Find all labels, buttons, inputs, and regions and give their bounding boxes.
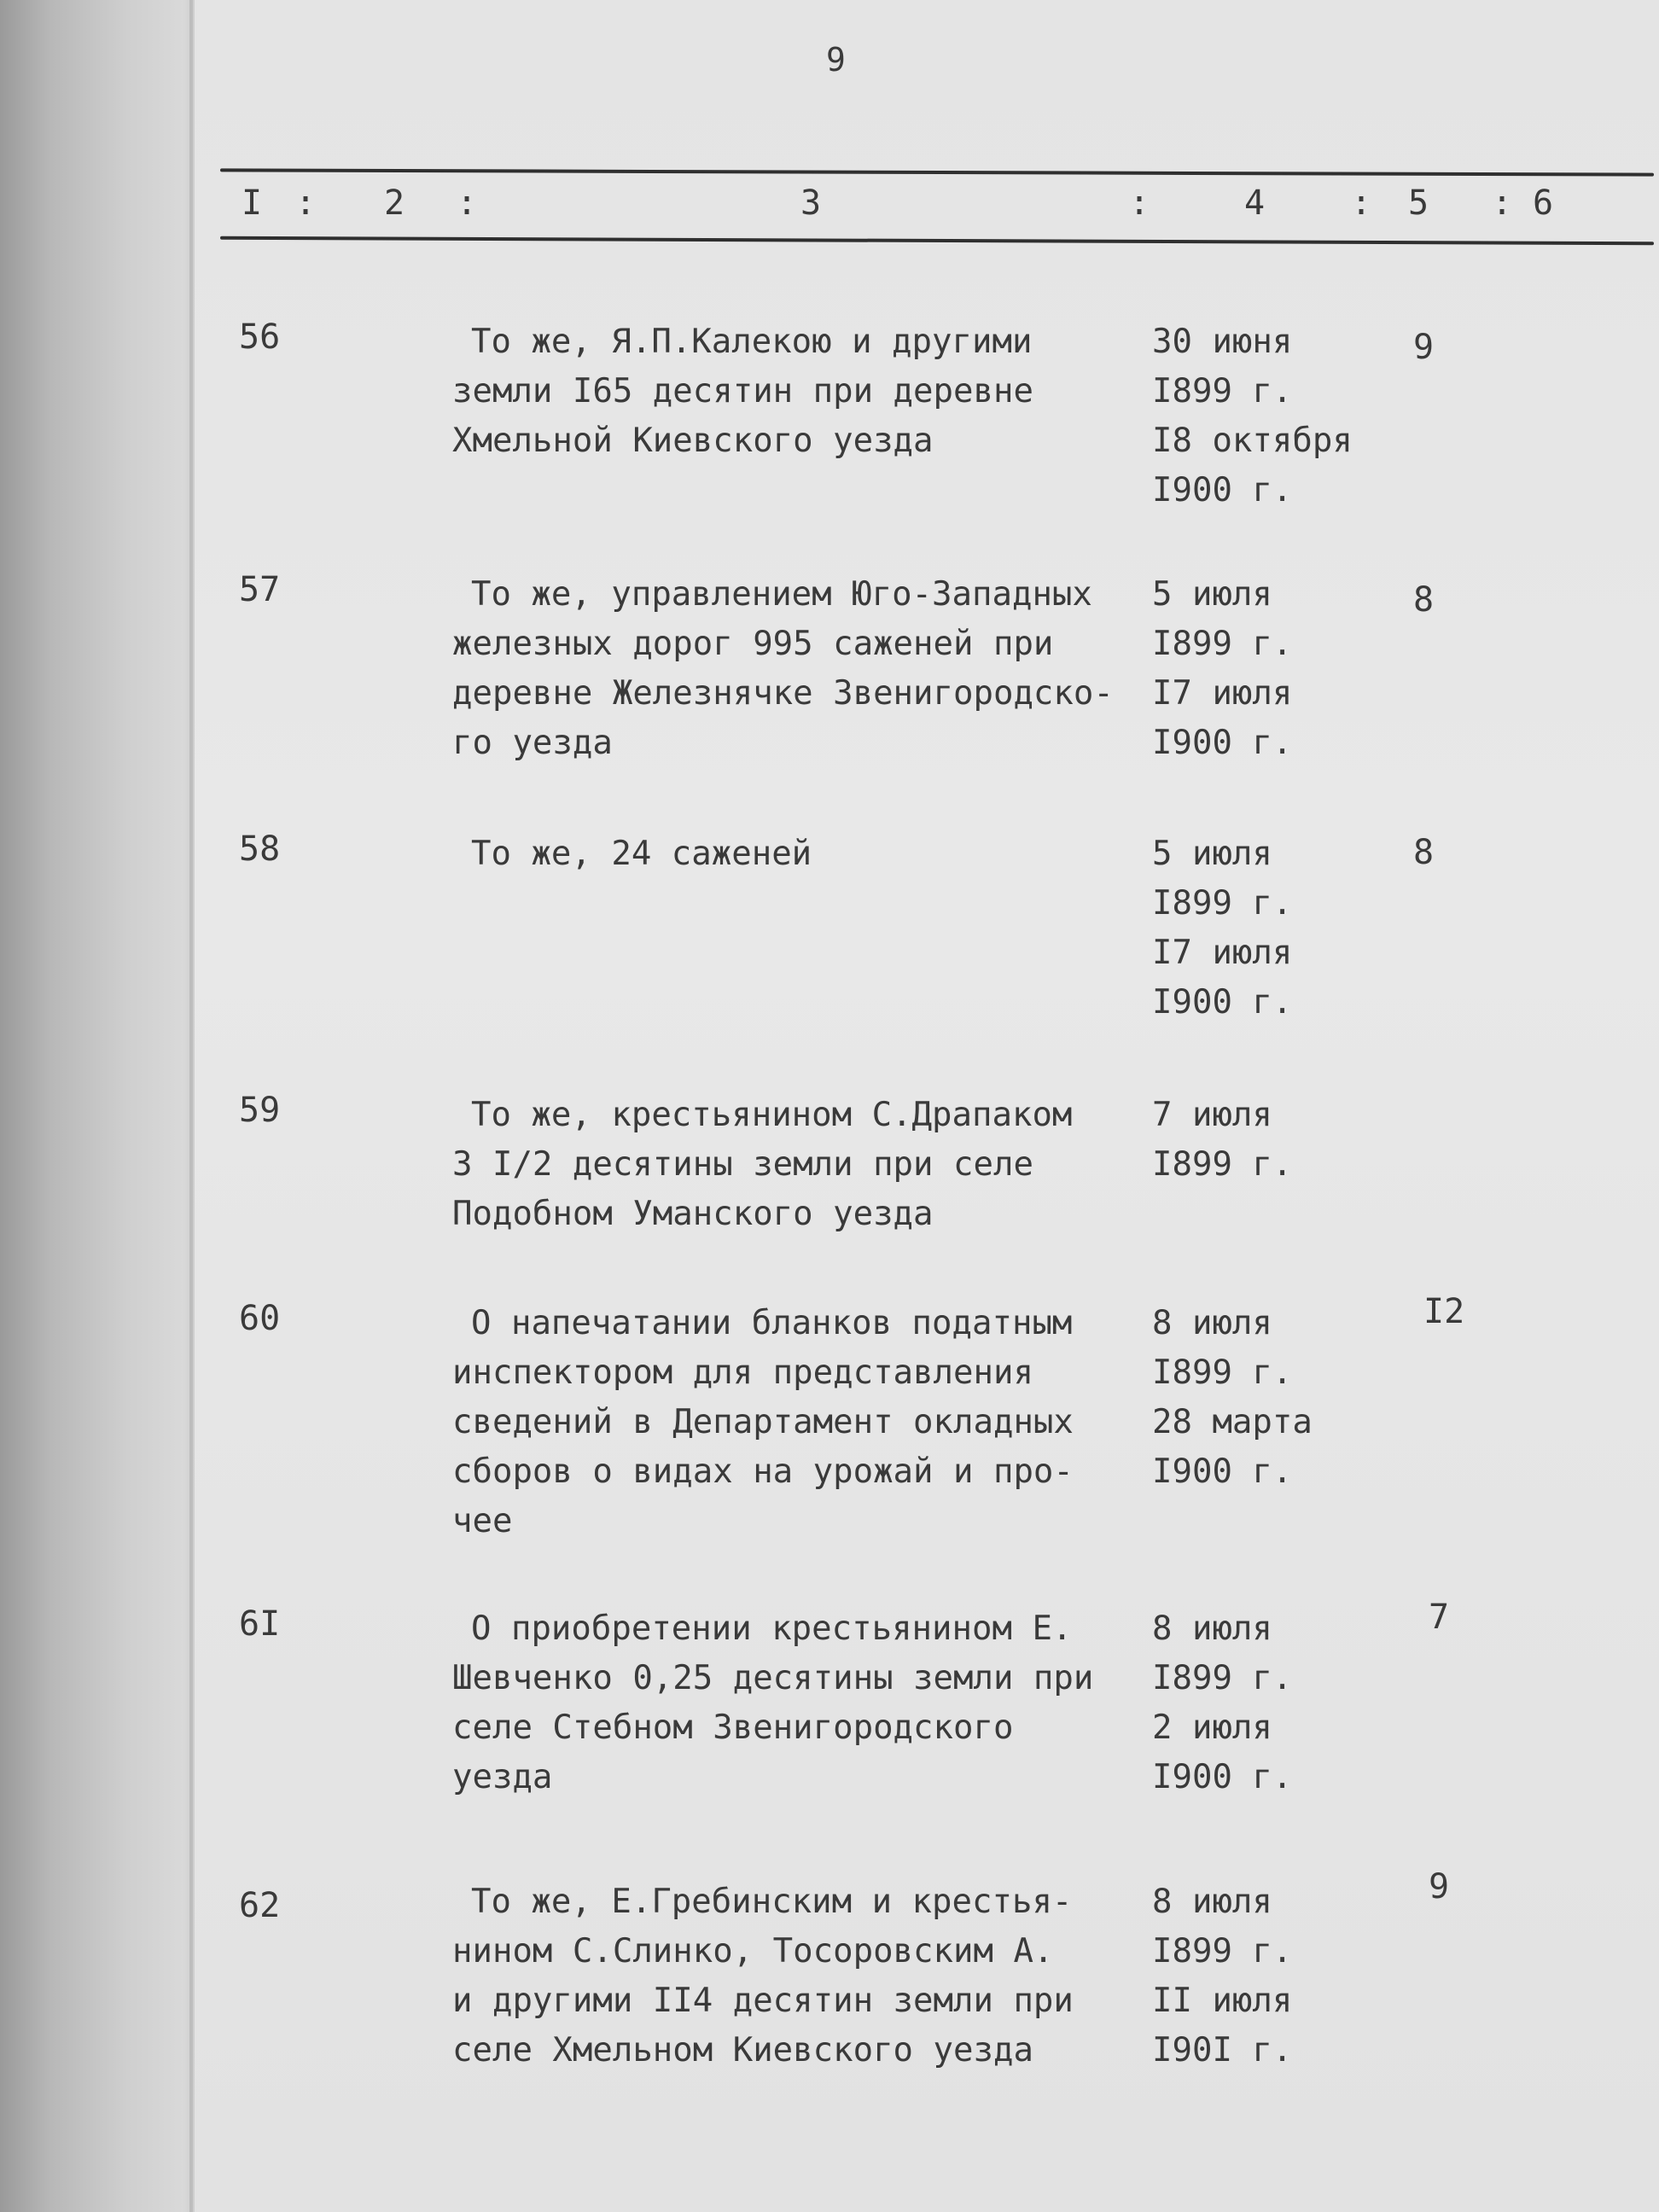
header-sep-1: : <box>295 183 317 223</box>
row-number: 60 <box>239 1299 281 1338</box>
date-line: I899 г. <box>1152 1659 1293 1697</box>
description-line: уезда <box>452 1758 553 1796</box>
description-line: нином С.Слинко, Тосоровским А. <box>452 1932 1054 1970</box>
row-description <box>452 1604 1152 1802</box>
header-bottom-rule <box>220 236 1654 245</box>
row-dates <box>1152 317 1353 515</box>
row-number: 58 <box>239 830 281 869</box>
header-sep-2: : <box>457 183 478 223</box>
date-line: I7 июля <box>1152 934 1293 972</box>
row-description <box>452 830 1152 879</box>
date-line: I900 г. <box>1152 1758 1293 1796</box>
row-sheet-count: 9 <box>1429 1867 1450 1906</box>
date-line: I900 г. <box>1152 724 1293 762</box>
description-line: селе Хмельном Киевского уезда <box>452 2031 1033 2069</box>
date-line: I899 г. <box>1152 372 1293 410</box>
date-line: 2 июля <box>1152 1708 1272 1747</box>
row-description <box>452 1091 1152 1239</box>
row-dates <box>1152 830 1292 1027</box>
date-line: I900 г. <box>1152 1452 1293 1491</box>
date-line: I7 июля <box>1152 674 1293 713</box>
date-line: I899 г. <box>1152 884 1293 923</box>
row-description <box>452 1877 1152 2075</box>
date-line: 8 июля <box>1152 1883 1272 1921</box>
description-line: селе Стебном Звенигородского <box>452 1708 1014 1747</box>
header-col-5: 5 <box>1408 183 1429 223</box>
row-description <box>452 1299 1152 1546</box>
description-line: О приобретении крестьянином Е. <box>471 1610 1073 1648</box>
row-dates <box>1152 1877 1292 2075</box>
description-line: О напечатании бланков податным <box>471 1304 1073 1342</box>
row-sheet-count: 7 <box>1429 1598 1450 1637</box>
date-line: 5 июля <box>1152 835 1272 873</box>
description-line: и другими II4 десятин земли при <box>452 1982 1074 2020</box>
page-binding-edge <box>189 0 193 2212</box>
header-sep-3: : <box>1129 183 1150 223</box>
date-line: I90I г. <box>1152 2031 1293 2069</box>
date-line: I899 г. <box>1152 1145 1293 1184</box>
row-number: 6I <box>239 1604 281 1644</box>
row-sheet-count: 9 <box>1413 328 1435 367</box>
row-number: 56 <box>239 317 281 357</box>
header-sep-4: : <box>1351 183 1372 223</box>
description-line: То же, крестьянином С.Драпаком <box>471 1096 1073 1134</box>
description-line: сборов о видах на урожай и про- <box>452 1452 1074 1491</box>
row-dates <box>1152 1299 1313 1497</box>
description-line: земли I65 десятин при деревне <box>452 372 1033 410</box>
date-line: I899 г. <box>1152 1932 1293 1970</box>
header-col-4: 4 <box>1244 183 1266 223</box>
row-dates <box>1152 570 1292 768</box>
row-dates <box>1152 1604 1292 1802</box>
header-top-rule <box>220 168 1654 176</box>
description-line: Хмельной Киевского уезда <box>452 422 934 460</box>
date-line: 5 июля <box>1152 575 1272 614</box>
description-line: деревне Железнячке Звенигородско- <box>452 674 1114 713</box>
document-page <box>195 0 1659 2212</box>
date-line: 7 июля <box>1152 1096 1272 1134</box>
description-line: железных дорог 995 саженей при <box>452 625 1054 663</box>
description-line: Подобном Уманского уезда <box>452 1195 934 1233</box>
date-line: 28 марта <box>1152 1403 1313 1441</box>
row-description <box>452 570 1152 768</box>
date-line: I900 г. <box>1152 983 1293 1022</box>
header-col-3: 3 <box>800 183 822 223</box>
header-sep-5: : <box>1492 183 1513 223</box>
description-line: То же, 24 саженей <box>471 835 812 873</box>
date-line: II июля <box>1152 1982 1293 2020</box>
header-col-2: 2 <box>384 183 405 223</box>
description-line: То же, управлением Юго-Западных <box>471 575 1092 614</box>
description-line: го уезда <box>452 724 613 762</box>
description-line: инспектором для представления <box>452 1353 1033 1392</box>
header-col-6: 6 <box>1533 183 1554 223</box>
description-line: чее <box>452 1502 513 1540</box>
date-line: 30 июня <box>1152 323 1293 361</box>
date-line: I899 г. <box>1152 625 1293 663</box>
row-sheet-count: 8 <box>1413 580 1435 620</box>
row-sheet-count: 8 <box>1413 833 1435 872</box>
description-line: 3 I/2 десятины земли при селе <box>452 1145 1033 1184</box>
header-col-1: I <box>242 183 263 223</box>
date-line: 8 июля <box>1152 1304 1272 1342</box>
date-line: 8 июля <box>1152 1610 1272 1648</box>
row-number: 62 <box>239 1886 281 1925</box>
date-line: I8 октября <box>1152 422 1353 460</box>
description-line: То же, Е.Гребинским и крестья- <box>471 1883 1073 1921</box>
page-number: 9 <box>826 41 846 79</box>
description-line: Шевченко 0,25 десятины земли при <box>452 1659 1094 1697</box>
description-line: То же, Я.П.Калекою и другими <box>471 323 1033 361</box>
row-sheet-count: I2 <box>1423 1292 1465 1331</box>
description-line: сведений в Департамент окладных <box>452 1403 1074 1441</box>
row-number: 59 <box>239 1091 281 1130</box>
date-line: I900 г. <box>1152 471 1293 509</box>
row-description <box>452 317 1152 466</box>
row-number: 57 <box>239 570 281 609</box>
row-dates <box>1152 1091 1292 1190</box>
date-line: I899 г. <box>1152 1353 1293 1392</box>
